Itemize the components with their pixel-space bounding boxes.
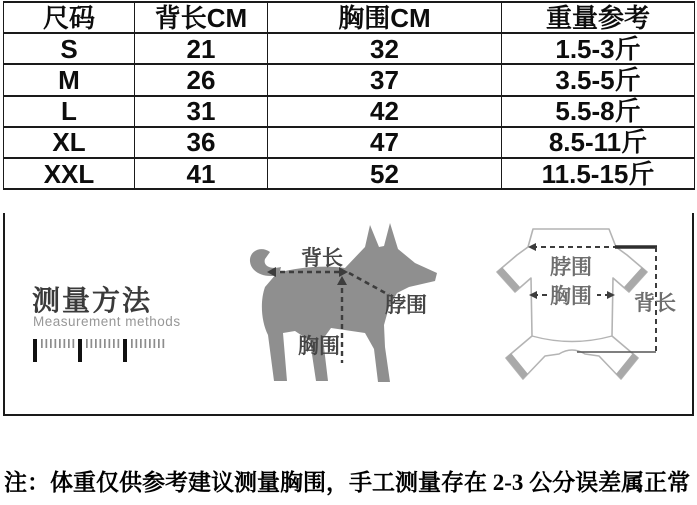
column-header-back: 背长CM (135, 2, 268, 33)
table-row (4, 158, 695, 189)
cell-weight: 1.5-3斤 (502, 33, 695, 64)
garment-chest-label: 胸围 (550, 285, 592, 308)
cell-weight: 5.5-8斤 (502, 96, 695, 127)
cell-size: XXL (4, 158, 135, 189)
cell-size: S (4, 33, 135, 64)
table-row (4, 96, 695, 127)
dog-back-label: 背长 (301, 247, 343, 270)
cell-chest: 52 (268, 158, 502, 189)
footnote: 注：体重仅供参考建议测量胸围，手工测量存在 2-3 公分误差属正常 (4, 470, 691, 495)
cell-weight: 11.5-15斤 (502, 158, 695, 189)
cell-back: 31 (135, 96, 268, 127)
table-row (4, 64, 695, 95)
cell-chest: 47 (268, 127, 502, 158)
cell-back: 26 (135, 64, 268, 95)
cell-weight: 3.5-5斤 (502, 64, 695, 95)
cell-back: 36 (135, 127, 268, 158)
column-header-size: 尺码 (4, 2, 135, 33)
dog-measurement-diagram (237, 215, 467, 416)
cell-chest: 37 (268, 64, 502, 95)
cell-size: XL (4, 127, 135, 158)
header-row (4, 2, 695, 33)
cell-chest: 32 (268, 33, 502, 64)
cell-size: L (4, 96, 135, 127)
cell-back: 21 (135, 33, 268, 64)
column-header-chest: 胸围CM (268, 2, 502, 33)
dog-neck-label: 脖围 (385, 294, 427, 317)
measurement-section (3, 213, 694, 416)
column-header-weight: 重量参考 (502, 2, 695, 33)
table-row (4, 33, 695, 64)
cell-chest: 42 (268, 96, 502, 127)
dog-tail (250, 249, 281, 276)
measurement-subtitle: Measurement methods (33, 314, 181, 329)
garment-measurement-diagram (475, 215, 690, 416)
table-row (4, 127, 695, 158)
garment-back-label: 背长 (634, 292, 676, 315)
size-chart-table (3, 1, 695, 190)
cell-size: M (4, 64, 135, 95)
dog-chest-label: 胸围 (298, 335, 340, 358)
measurement-title: 测量方法 (32, 285, 153, 316)
ruler-icon (33, 337, 173, 370)
cell-weight: 8.5-11斤 (502, 127, 695, 158)
cell-back: 41 (135, 158, 268, 189)
garment-neck-label: 脖围 (550, 256, 592, 279)
